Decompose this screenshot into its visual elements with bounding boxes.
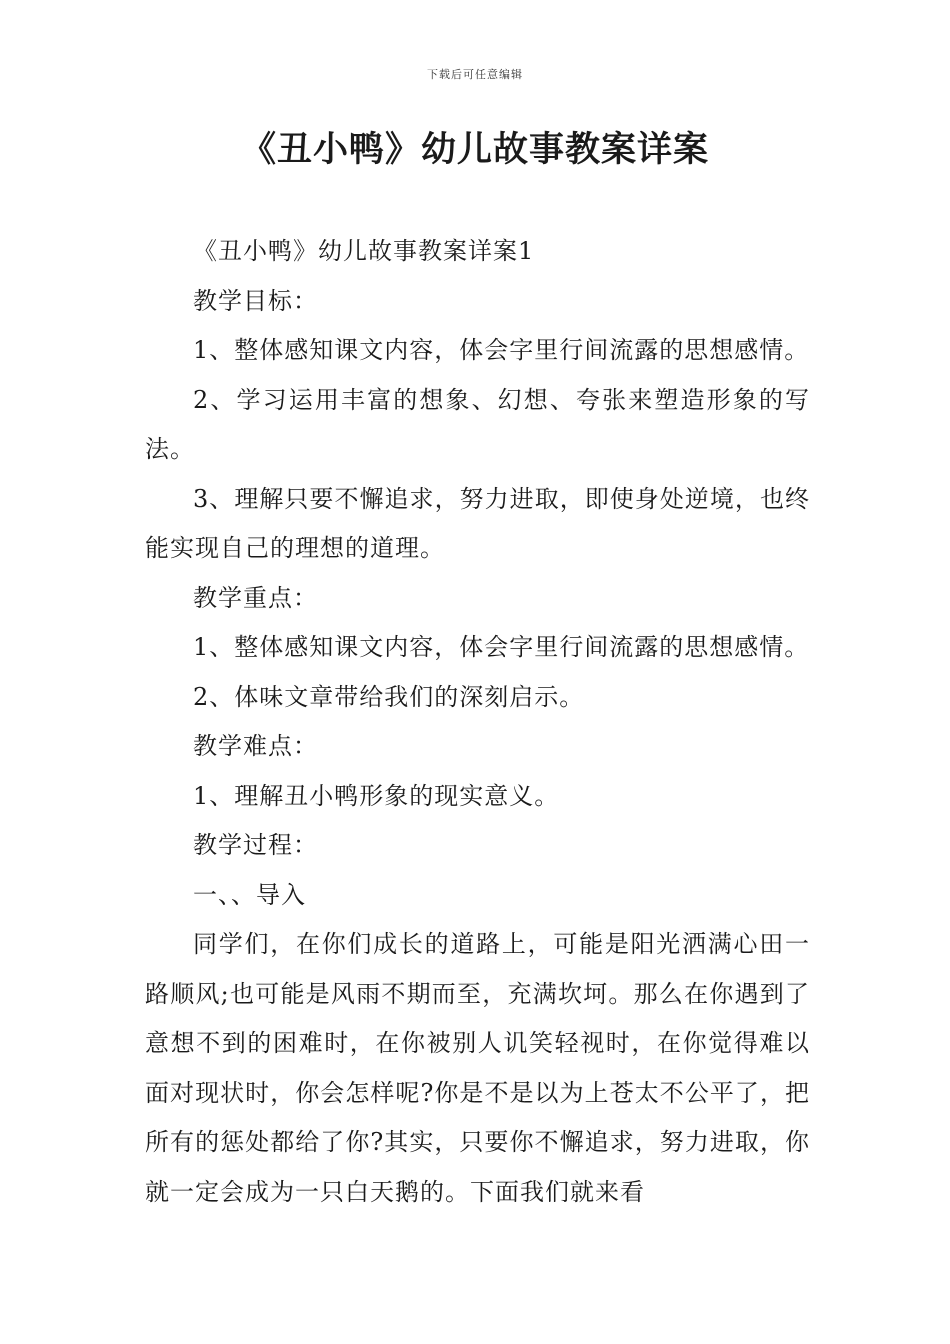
document-title: 《丑小鸭》幼儿故事教案详案 [240, 130, 709, 170]
subtitle-paragraph: 《丑小鸭》幼儿故事教案详案1 [193, 237, 535, 265]
section-heading-key-points: 教学重点： [193, 583, 318, 612]
section-heading-objectives: 教学目标： [193, 286, 318, 315]
key-point-item-1: 1、整体感知课文内容，体会字里行间流露的思想感情。 [193, 633, 810, 661]
difficulty-item-1: 1、理解丑小鸭形象的现实意义。 [193, 781, 560, 810]
document-body [145, 227, 810, 1217]
key-point-item-2: 2、体味文章带给我们的深刻启示。 [193, 682, 585, 711]
intro-paragraph: 同学们，在你们成长的道路上，可能是阳光洒满心田一路顺风;也可能是风雨不期而至，充满坎坷。那么在你遇到了意想不到的困难时，在你被别人讥笑轻视时，在你觉得难以面对现状时，你会怎样呢?你是不是以为上苍太不公平了，把所有的惩处都给了你?其实，只要你不懈追求，努力进取，你就一定会成为一只白天鹅的。下面我们就来看 [145, 930, 810, 1206]
process-step-intro: 一、、导入 [193, 880, 306, 909]
section-heading-difficulties: 教学难点： [193, 732, 318, 760]
objective-item-2: 2、学习运用丰富的想象、幻想、夸张来塑造形象的写法。 [145, 385, 810, 463]
objective-item-3: 3、理解只要不懈追求，努力进取，即使身处逆境，也终能实现自己的理想的道理。 [145, 484, 810, 562]
header-note: 下载后可任意编辑 [427, 68, 523, 81]
section-heading-process: 教学过程： [193, 831, 318, 859]
objective-item-1: 1、整体感知课文内容，体会字里行间流露的思想感情。 [193, 336, 810, 364]
